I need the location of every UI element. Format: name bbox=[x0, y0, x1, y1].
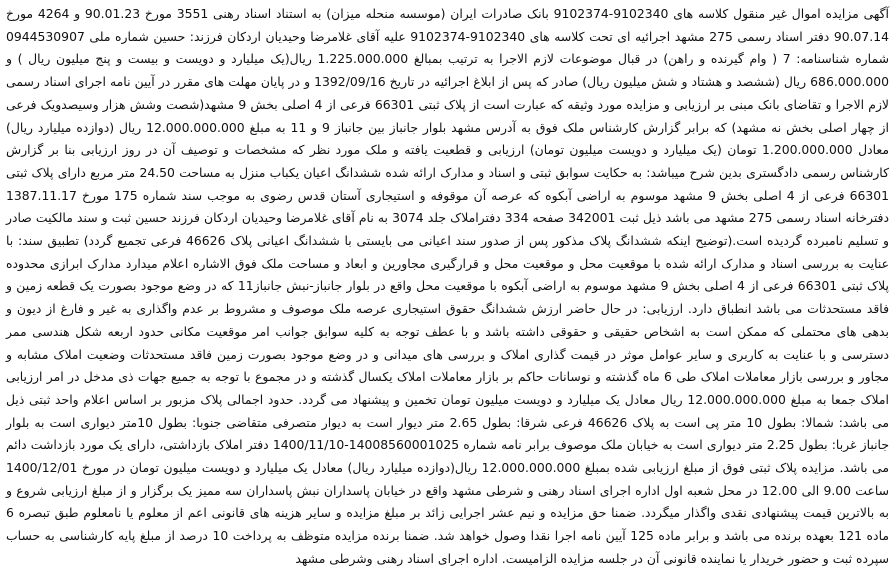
auction-notice-text: آگهی مزایده اموال غیر منقول کلاسه های 9102340-9102374 بانک صادرات ایران (موسسه منحله میزان) به استناد اسناد رهنی 3551 مورخ 90.01.23 و 4264 مورخ 90.07.14 دفتر اسناد رسمی 275 مشهد اجرائیه ای تحت کلاسه های 9102340-9102374 علیه آقای غلامرضا وحیدیان اردکان فرزند: حسین شماره ملی 0944530907 شماره شناسنامه: 7 ( وام گیرنده و راهن) در قبال موضوعات لازم الاجرا به ترتیب بمبالغ 1.225.000.000 ریال(یک میلیارد و دویست و بیست و پنج میلیون ریال ) و 686.000.000 ریال (ششصد و هشتاد و شش میلیون ریال) صادر که پس از ابلاغ اجرائیه در تاریخ 1392/09/16 و در پایان مهلت های مقرر در آیین نامه اجرای اسناد رسمی لازم الاجرا و تقاضای بانک مبنی بر ارزیابی و مزایده مورد وثیقه که عبارت است از پلاک ثبتی 66301 فرعی از 4 اصلی بخش 9 مشهد(شصت وشش هزار وسیصدویک فرعی از چهار اصلی بخش نه مشهد) که برابر گزارش کارشناس ملک فوق به آدرس مشهد بلوار جانباز بین جانباز 9 و 11 به مبلغ 12.000.000.000 ریال (دوازده میلیارد ریال) معادل 1.200.000.000 تومان (یک میلیارد و دویست میلیون تومان) ارزیابی و قطعیت یافته و ملک مورد نظر که مشخصات و توصیف آن در روز ارزیابی بنا بر گزارش کارشناس رسمی دادگستری بدین شرح میباشد: به حکایت سوابق ثبتی و اسناد و مدارک ارائه شده ششدانگ اعیان یکباب منزل به مساحت 24.50 متر مربع دارای پلاک ثبتی 66301 فرعی از 4 اصلی بخش 9 مشهد موسوم به اراضی آبکوه که عرصه آن موقوفه و استیجاری آستان قدس رضوی به موجب سند شماره 175 مورخ 1387.11.17 دفترخانه اسناد رسمی 275 مشهد می باشد ذیل ثبت 342001 صفحه 334 دفتراملاک جلد 3074 به نام آقای غلامرضا وحیدیان اردکان فرزند حسین ثبت و سند مالکیت صادر و تسلیم نامبرده گردیده است.(توضیح اینکه ششدانگ پلاک مذکور پس از صدور سند اعیانی می بایستی با ششدانگ اعیانی پلاک 46626 فرعی تجمیع گردد) تطبیق سند: با عنایت به بررسی اسناد و مدارک ارائه شده با موقعیت محل و موقعیت محل و قرارگیری مجاورین و ابعاد و مساحت ملک فوق الاشاره اعلام میدارد مدارک ابرازی محدوده پلاک ثبتی 66301 فرعی از 4 اصلی بخش 9 مشهد موسوم به اراضی آبکوه با موقعیت محل واقع در بلوار جانباز-نبش جانباز11 که در وضع موجود بصورت یک قطعه زمین و فاقد مستحدثات می باشد انطباق دارد. ارزیابی: در حال حاضر ارزش ششدانگ حقوق استیجاری عرصه ملک موصوف و مشروط بر عدم واگذاری به غیر و فارغ از دیون و بدهی های محتملی که ممکن است به اشخاص حقیقی و حقوقی داشته باشد و با عطف توجه به کلیه سوابق جوانب امر موقعیت مکانی حدود اربعه شکل هندسی ممر دسترسی و با عنایت به کاربری و سایر عوامل موثر در قیمت گذاری املاک و بررسی های میدانی و در وضع موجود بصورت زمین فاقد مستحدثات وضعیت املاک مشابه و مجاور و بررسی بازار معاملات املاک طی 6 ماه گذشته و نوسانات حاکم بر بازار معاملات املاک یکسال گذشته و در مجموع با توجه به جمیع جهات ذی مدخل در امر ارزیابی املاک جمعا به مبلغ 12.000.000.000 ریال معادل یک میلیارد و دویست میلیون تومان تخمین و پیشنهاد می گردد. حدود اجمالی پلاک مزبور بر اساس اعلام واحد ثبتی ذیل می باشد: شمالا: بطول 10 متر پی است به پلاک 46626 فرعی شرقا: بطول 2.65 متر دیوار است به دیوار متصرفی متقاضی جنوبا: بطول 10متر دیواری است به بلوار جانباز غربا: بطول 2.25 متر دیواری است به خیابان ملک موصوف برابر نامه شماره 14008560001025-1400/11/10 دفتر املاک بازداشتی، دارای یک مورد بازداشت دائم می باشد. مزایده پلاک ثبتی فوق از مبلغ ارزیابی شده بمبلغ 12.000.000.000 ریال(دوازده میلیارد ریال) معادل یک میلیارد و دویست میلیون تومان در مورخ 1400/12/01 ساعت 9.00 الی 12.00 در محل شعبه اول اداره اجرای اسناد رهنی و شرطی مشهد واقع در خیابان پاسداران نبش پاسداران سه ممیز یک برگزار و از مبلغ ارزیابی شروع و به بالاترین قیمت پیشنهادی نقدی واگذار میگردد. ضمنا حق مزایده و نیم عشر اجرایی زائد بر مبلغ مزایده و سایر هزینه های قانونی اعم از معلوم یا نامعلوم طبق تبصره 6 ماده 121 بعهده برنده می باشد و برابر ماده 125 آیین نامه اجرا نقدا وصول خواهد شد. ضمنا برنده مزایده متوظف به پرداخت 10 درصد از مبلغ پایه کارشناسی به حساب سپرده ثبت و حضور خریدار یا نماینده قانونی آن در جلسه مزایده الزامیست. اداره اجرای اسناد رهنی وشرطی مشهد bbox=[6, 6, 890, 566]
